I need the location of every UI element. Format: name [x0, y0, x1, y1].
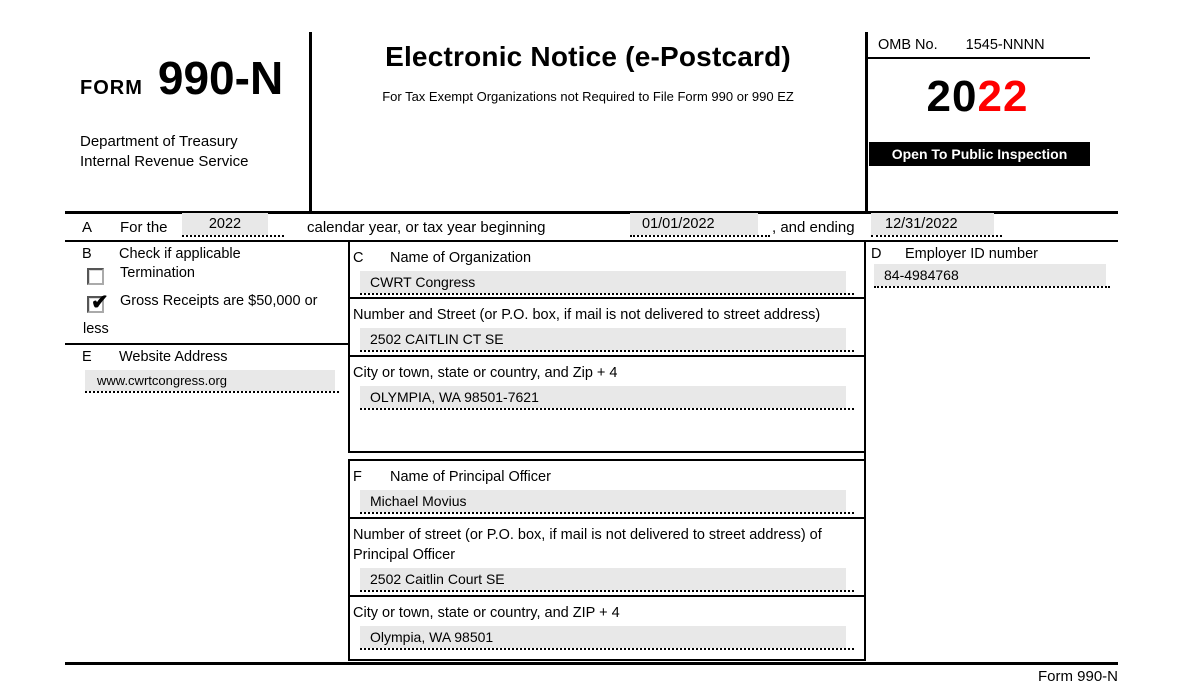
officer-city-row — [350, 597, 864, 659]
ein-field[interactable] — [874, 264, 1110, 288]
gross-receipts-checkbox[interactable] — [87, 291, 109, 314]
officer-city-label: City or town, state or country, and ZIP + 4 — [353, 605, 620, 621]
officer-name-value: Michael Movius — [360, 490, 846, 512]
tax-year-value: 2022 — [182, 213, 268, 235]
section-c-title: Name of Organization — [390, 250, 532, 266]
officer-street-row — [350, 519, 864, 597]
omb-underline — [865, 57, 1090, 59]
section-c-letter: C — [353, 250, 364, 266]
org-street-value: 2502 CAITLIN CT SE — [360, 328, 846, 350]
officer-street-label-line1: Number of street (or P.O. box, if mail is not delivered to street address) of — [353, 527, 822, 543]
organization-box — [348, 240, 866, 453]
officer-street-label-line2: Principal Officer — [353, 547, 456, 563]
officer-street-value: 2502 Caitlin Court SE — [360, 568, 846, 590]
organization-name-field[interactable] — [360, 271, 854, 295]
section-f-title: Name of Principal Officer — [390, 469, 551, 485]
checkmark-icon: ✔ — [91, 291, 109, 314]
org-city-value: OLYMPIA, WA 98501-7621 — [360, 386, 846, 408]
header-divider-left — [309, 32, 312, 211]
year-beginning-value: 01/01/2022 — [630, 213, 758, 235]
org-city-field[interactable] — [360, 386, 854, 410]
tax-year-suffix: 22 — [977, 72, 1029, 121]
org-city-label: City or town, state or country, and Zip + 4 — [353, 365, 618, 381]
org-name-row — [350, 242, 864, 299]
section-b-letter: B — [82, 246, 92, 262]
page-subtitle: For Tax Exempt Organizations not Required to File Form 990 or 990 EZ — [382, 89, 794, 104]
omb-number: 1545-NNNN — [965, 37, 1045, 53]
website-value: www.cwrtcongress.org — [85, 370, 335, 391]
section-f-letter: F — [353, 469, 362, 485]
organization-name-value: CWRT Congress — [360, 271, 846, 293]
form-title-block — [313, 41, 863, 104]
section-b-title: Check if applicable — [119, 246, 241, 262]
officer-name-row — [350, 461, 864, 519]
year-beginning-field[interactable] — [630, 213, 770, 237]
website-field[interactable] — [85, 370, 339, 393]
dept-line2: Internal Revenue Service — [80, 153, 249, 170]
omb-label: OMB No. — [878, 37, 938, 53]
year-ending-value: 12/31/2022 — [871, 213, 994, 235]
section-d-heading — [871, 246, 1038, 262]
section-b-heading — [82, 246, 241, 262]
gross-receipts-label-line1: Gross Receipts are $50,000 or — [120, 293, 318, 309]
officer-name-heading — [350, 461, 864, 487]
page-title: Electronic Notice (e-Postcard) — [385, 41, 791, 72]
tax-year-field[interactable] — [182, 213, 284, 237]
form-word-label: FORM — [80, 77, 143, 99]
form-identity-block — [80, 52, 284, 172]
form-number-label: 990-N — [157, 52, 284, 104]
section-d-letter: D — [871, 246, 882, 262]
principal-officer-box — [348, 459, 866, 661]
termination-label: Termination — [120, 265, 195, 281]
year-ending-field[interactable] — [871, 213, 1002, 237]
public-inspection-banner: Open To Public Inspection — [869, 142, 1090, 166]
tax-year — [865, 72, 1090, 122]
officer-city-value: Olympia, WA 98501 — [360, 626, 846, 648]
org-street-label: Number and Street (or P.O. box, if mail is not delivered to street address) — [353, 307, 821, 323]
org-street-row — [350, 299, 864, 357]
officer-name-field[interactable] — [360, 490, 854, 514]
line-a-ending-label: , and ending — [772, 219, 855, 236]
line-a-for-the-label: For the — [120, 219, 168, 236]
section-b-rule — [65, 343, 350, 345]
org-street-field[interactable] — [360, 328, 854, 352]
section-e-letter: E — [82, 349, 92, 365]
line-a-letter: A — [82, 219, 93, 236]
officer-street-label — [350, 519, 864, 565]
ein-value: 84-4984768 — [874, 264, 1106, 286]
section-e-heading — [82, 349, 228, 365]
section-d-title: Employer ID number — [905, 246, 1038, 262]
footer-form-name: Form 990-N — [1037, 668, 1118, 685]
dept-line1: Department of Treasury — [80, 133, 238, 150]
org-name-heading — [350, 242, 864, 268]
officer-city-field[interactable] — [360, 626, 854, 650]
agency-block — [80, 132, 283, 172]
termination-checkbox[interactable] — [87, 268, 104, 285]
gross-receipts-label-line2: less — [83, 321, 109, 337]
form-number-line — [80, 52, 284, 104]
tax-year-prefix: 20 — [926, 72, 978, 121]
omb-row — [878, 37, 1045, 53]
officer-street-field[interactable] — [360, 568, 854, 592]
footer-rule — [65, 662, 1118, 665]
org-city-row — [350, 357, 864, 451]
line-a-calendar-label: calendar year, or tax year beginning — [307, 219, 546, 236]
section-e-title: Website Address — [119, 349, 228, 365]
